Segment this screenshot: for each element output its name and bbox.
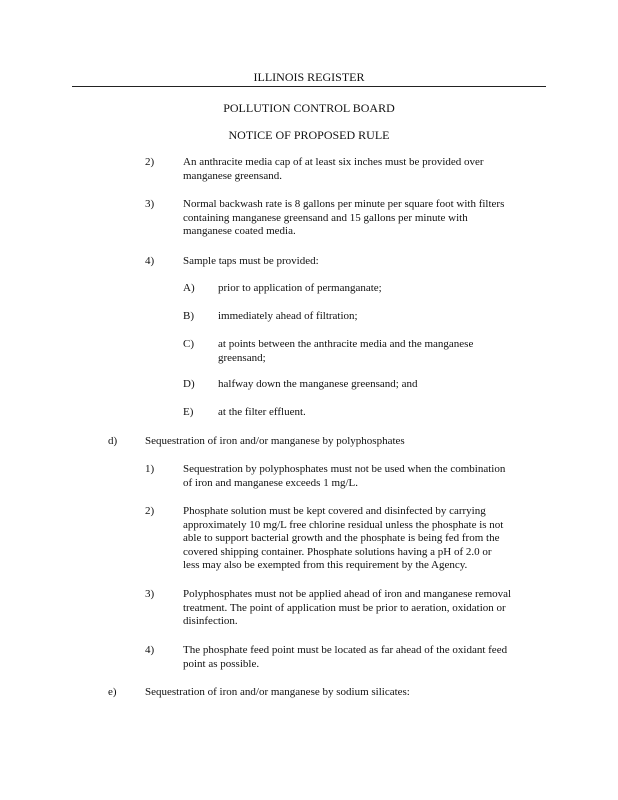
subitem-label: C) xyxy=(183,338,194,350)
item-text: The phosphate feed point must be located as far ahead of the oxidant feed point as possible. xyxy=(183,644,508,670)
item-text: An anthracite media cap of at least six inches must be provided over manganese greensand. xyxy=(183,156,484,182)
item-label: 3) xyxy=(145,588,155,600)
subitem-label: B) xyxy=(183,310,194,322)
subitem-text: prior to application of permanganate; xyxy=(218,282,382,294)
item-label: 4) xyxy=(145,255,155,267)
subitem-label: D) xyxy=(183,378,195,390)
item-text: Sequestration by polyphosphates must not be used when the combination of iron and manganese exceeds 1 mg/L. xyxy=(183,463,506,489)
item-label: 3) xyxy=(145,198,155,210)
section-label: d) xyxy=(108,435,118,447)
item-text: Normal backwash rate is 8 gallons per minute per square foot with filters containing manganese greensand and 15 gallons per minute with manganese coated media. xyxy=(183,198,505,237)
item-label: 4) xyxy=(145,644,155,656)
item-label: 2) xyxy=(145,505,155,517)
subitem-text: halfway down the manganese greensand; and xyxy=(218,378,418,390)
board-title: POLLUTION CONTROL BOARD xyxy=(223,101,395,115)
register-title: ILLINOIS REGISTER xyxy=(253,70,365,84)
subitem-text: at points between the anthracite media and the manganese greensand; xyxy=(218,338,474,364)
item-text: Phosphate solution must be kept covered and disinfected by carrying approximately 10 mg/L free chlorine residual unless the phosphate is not able to support bacterial growth and the phosphate is being fed from the covered shipping container. Phosphate solutions having a pH of 2.0 or less may also be exempted from this requirement by the Agency. xyxy=(183,505,504,571)
item-text: Polyphosphates must not be applied ahead of iron and manganese removal treatment. The point of application must be prior to aeration, oxidation or disinfection. xyxy=(183,588,512,627)
section-label: e) xyxy=(108,686,117,698)
notice-title: NOTICE OF PROPOSED RULE xyxy=(228,128,390,142)
subitem-label: E) xyxy=(183,406,194,418)
header-divider xyxy=(72,86,546,87)
subitem-text: immediately ahead of filtration; xyxy=(218,310,358,322)
item-text: Sample taps must be provided: xyxy=(183,255,319,267)
item-label: 1) xyxy=(145,463,155,475)
section-heading: Sequestration of iron and/or manganese by polyphosphates xyxy=(145,435,405,447)
section-heading: Sequestration of iron and/or manganese by sodium silicates: xyxy=(145,686,410,698)
subitem-text: at the filter effluent. xyxy=(218,406,306,418)
item-label: 2) xyxy=(145,156,155,168)
subitem-label: A) xyxy=(183,282,195,294)
